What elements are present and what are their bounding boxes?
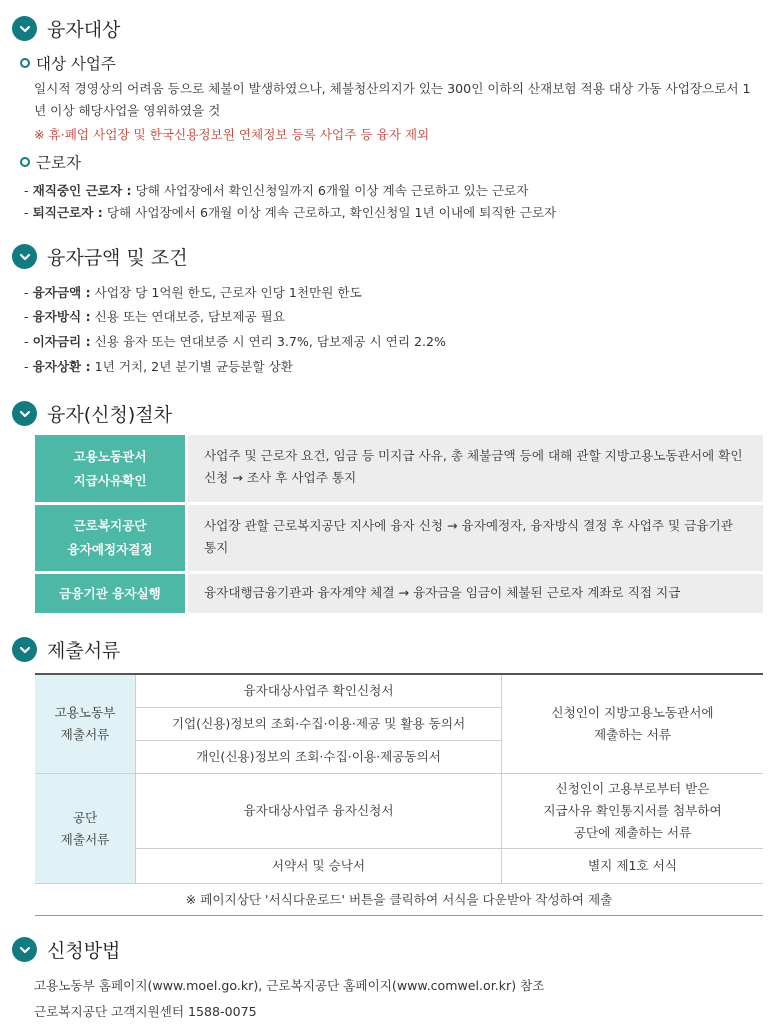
document-name: 기업(신용)정보의 조회·수집·이용·제공 및 활용 동의서 [171,716,466,731]
procedure-step-label: 금융기관 융자실행 [35,574,185,613]
table-divider [136,848,763,849]
worker-item: - 퇴직근로자 : 당해 사업장에서 6개월 이상 계속 근로하고, 확인신청일 1년 이내에 퇴직한 근로자 [24,205,557,220]
application-method-websites: 고용노동부 홈페이지(www.moel.go.kr), 근로복지공단 홈페이지(www.comwel.or.kr) 참조 [34,978,545,993]
section-title: 융자(신청)절차 [47,404,172,426]
section-title: 융자금액 및 조건 [47,247,188,269]
ring-bullet-icon [20,58,30,68]
customer-center-phone: 근로복지공단 고객지원센터 1588-0075 [34,1004,257,1019]
exclusion-notice: ※ 휴·폐업 사업장 및 한국신용정보원 연체정보 등록 사업주 등 융자 제외 [34,127,430,142]
documents-footnote: ※ 페이지상단 '서식다운로드' 버튼을 클릭하여 서식을 다운받아 작성하여 제출 [185,891,613,907]
chevron-down-icon [12,244,37,269]
procedure-step [35,574,763,613]
procedure-step-description: 사업주 및 근로자 요건, 임금 등 미지급 사유, 총 체불금액 등에 대해 관할 지방고용노동관서에 확인신청 → 조사 후 사업주 통지 [188,435,763,502]
section-title: 융자대상 [47,19,121,41]
business-owner-description: 일시적 경영상의 어려움 등으로 체불이 발생하였으나, 체불청산의지가 있는 300인 이하의 산재보험 적용 대상 가동 사업장으로서 1년 이상 해당사업을 영위하였을 것 [34,81,751,118]
procedure-step-label: 고용노동관서 지급사유확인 [35,435,185,502]
subsection-business-owner [20,52,116,74]
table-divider [35,773,763,774]
table-divider [501,675,502,884]
ring-bullet-icon [20,157,30,167]
procedure-step [35,435,763,502]
form-number-note: 별지 제1호 서식 [587,858,677,873]
table-divider [35,883,763,884]
subsection-title: 근로자 [36,154,81,172]
chevron-down-icon [12,401,37,426]
document-name: 개인(신용)정보의 조회·수집·이용·제공동의서 [196,749,441,764]
section-title: 신청방법 [47,940,121,962]
condition-item: - 융자방식 : 신용 또는 연대보증, 담보제공 필요 [24,309,285,324]
subsection-worker [20,151,81,173]
document-name: 융자대상사업주 확인신청서 [243,683,394,698]
procedure-step-label: 근로복지공단 융자예정자결정 [35,505,185,571]
condition-item: - 융자금액 : 사업장 당 1억원 한도, 근로자 인당 1천만원 한도 [24,285,362,300]
chevron-down-icon [12,637,37,662]
procedure-step [35,505,763,571]
section-header-application-method [12,936,120,963]
section-title: 제출서류 [47,640,121,662]
worker-item: - 재직중인 근로자 : 당해 사업장에서 확인신청일까지 6개월 이상 계속 근로하고 있는 근로자 [24,183,529,198]
section-header-documents [12,636,120,663]
condition-item: - 융자상환 : 1년 거치, 2년 분기별 균등분할 상환 [24,359,293,374]
comwel-documents-header: 공단 제출서류 [35,774,135,884]
procedure-step-description: 융자대행금융기관과 융자계약 체결 → 융자금을 임금이 체불된 근로자 계좌로 직접 지급 [188,574,763,613]
chevron-down-icon [12,16,37,41]
section-header-loan-target [12,15,120,42]
moel-submission-note: 신청인이 지방고용노동관서에 제출하는 서류 [551,705,714,742]
moel-documents-header: 고용노동부 제출서류 [35,675,135,773]
table-divider [136,707,501,708]
comwel-submission-note: 신청인이 고용부로부터 받은 지급사유 확인통지서를 첨부하여 공단에 제출하는 서류 [543,781,722,840]
documents-table [35,673,763,916]
procedure-step-description: 사업장 관할 근로복지공단 지사에 융자 신청 → 융자예정자, 융자방식 결정 후 사업주 및 금융기관 통지 [188,505,763,571]
document-name: 서약서 및 승낙서 [271,858,366,873]
condition-item: - 이자금리 : 신용 융자 또는 연대보증 시 연리 3.7%, 담보제공 시 연리 2.2% [24,334,446,349]
document-name: 융자대상사업주 융자신청서 [243,803,394,818]
chevron-down-icon [12,937,37,962]
table-divider [136,740,501,741]
section-header-procedure [12,400,172,427]
section-header-loan-amount [12,243,188,270]
subsection-title: 대상 사업주 [36,55,116,73]
